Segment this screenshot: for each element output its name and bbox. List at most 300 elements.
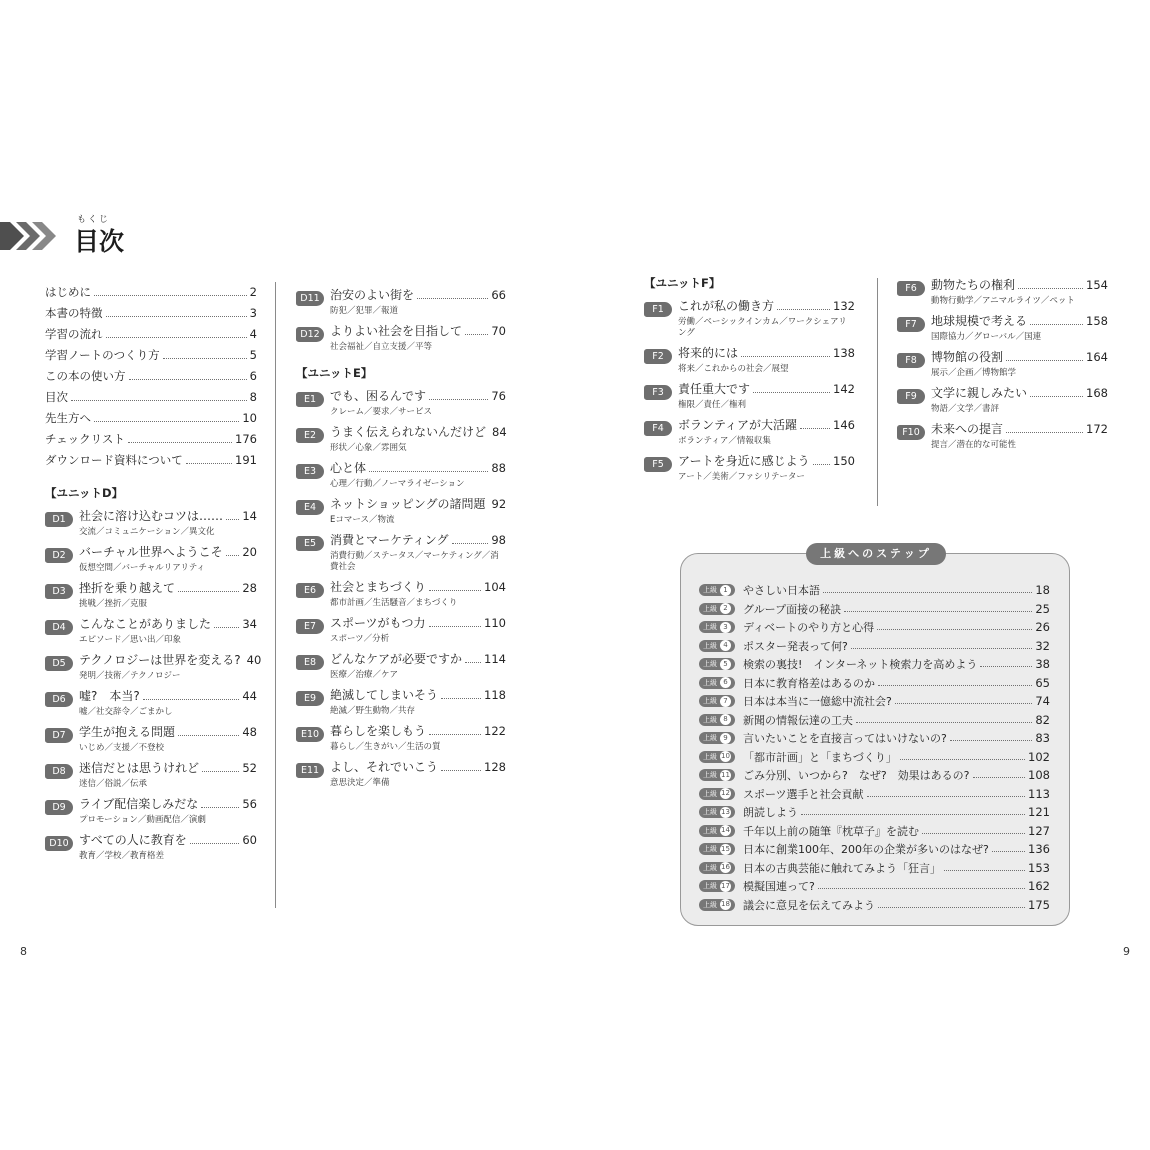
step-entry[interactable] <box>699 822 1050 841</box>
toc-entry[interactable] <box>45 723 257 754</box>
lesson-badge: F2 <box>644 349 672 364</box>
step-title: 朗読しよう <box>743 806 798 820</box>
entry-keywords: 絶滅／野生動物／共存 <box>330 706 416 716</box>
toc-entry[interactable] <box>45 284 257 305</box>
page-ref: 32 <box>1035 638 1050 653</box>
page-ref: 168 <box>1086 386 1108 400</box>
toc-entry[interactable] <box>45 305 257 326</box>
entry-title: 目次 <box>45 390 68 404</box>
dot-leader <box>201 800 239 808</box>
entry-title: 学習の流れ <box>45 327 103 341</box>
toc-entry[interactable] <box>45 347 257 368</box>
step-badge-label: 上級 <box>703 604 717 613</box>
entry-title: チェックリスト <box>45 432 125 446</box>
lesson-badge: F10 <box>897 425 925 440</box>
lesson-badge: F4 <box>644 421 672 436</box>
dot-leader <box>94 414 239 422</box>
page-ref: 65 <box>1035 675 1050 690</box>
lesson-badge: D11 <box>296 291 324 306</box>
step-title: 検索の裏技! インターネット検索力を高めよう <box>743 658 978 672</box>
entry-main <box>296 387 506 407</box>
page-number-right: 9 <box>1123 945 1130 958</box>
toc-entry[interactable] <box>897 276 1108 307</box>
step-number: 9 <box>720 733 731 744</box>
lesson-badge: D1 <box>45 512 73 527</box>
step-entry[interactable] <box>699 729 1050 748</box>
page-ref: 34 <box>242 617 257 631</box>
toc-entry[interactable] <box>45 410 257 431</box>
entry-main <box>296 322 506 342</box>
step-badge-label: 上級 <box>703 660 717 669</box>
step-badge-label: 上級 <box>703 697 717 706</box>
entry-keywords: 挑戦／挫折／克服 <box>79 599 148 609</box>
page-ref: 40 <box>246 653 262 667</box>
entry-keywords: 仮想空間／バーチャルリアリティ <box>79 563 206 573</box>
entry-title: これが私の働き方 <box>678 299 775 313</box>
dot-leader <box>186 456 232 464</box>
entry-keywords: 迷信／俗説／伝承 <box>79 779 148 789</box>
step-badge <box>699 714 735 726</box>
step-number: 4 <box>720 640 731 651</box>
step-title: ごみ分別、いつから? なぜ? 効果はあるの? <box>743 769 970 783</box>
dot-leader <box>163 351 247 359</box>
entry-title: 絶滅してしまいそう <box>330 688 439 702</box>
entry-title: よりよい社会を目指して <box>330 324 463 338</box>
step-badge <box>699 640 735 652</box>
step-entry[interactable] <box>699 618 1050 637</box>
entry-title: 心と体 <box>330 461 367 475</box>
toc-entry[interactable] <box>296 686 506 717</box>
page-ref: 122 <box>484 724 506 738</box>
lesson-badge: F8 <box>897 353 925 368</box>
entry-title: すべての人に教育を <box>79 833 187 847</box>
entry-title: 未来への提言 <box>931 422 1004 436</box>
step-badge <box>699 769 735 781</box>
lesson-badge: F9 <box>897 389 925 404</box>
toc-entry[interactable] <box>296 322 506 353</box>
step-entry[interactable] <box>699 600 1050 619</box>
page-number-left: 8 <box>20 945 27 958</box>
step-entry[interactable] <box>699 785 1050 804</box>
step-number: 1 <box>720 585 731 596</box>
page-ref: 70 <box>491 324 506 338</box>
page-ref: 127 <box>1028 823 1050 838</box>
page-ref: 154 <box>1086 278 1108 292</box>
step-badge-label: 上級 <box>703 789 717 798</box>
page-ref: 162 <box>1028 879 1050 894</box>
dot-leader <box>429 619 482 627</box>
lesson-badge: D8 <box>45 764 73 779</box>
step-badge-label: 上級 <box>703 586 717 595</box>
entry-keywords: 発明／技術／テクノロジー <box>79 671 181 681</box>
entry-title: はじめに <box>45 285 91 299</box>
page-ref: 158 <box>1086 314 1108 328</box>
dot-leader <box>741 349 830 357</box>
step-entry[interactable] <box>699 766 1050 785</box>
step-title: ディベートのやり方と心得 <box>743 621 875 635</box>
lesson-badge: E8 <box>296 655 324 670</box>
lesson-badge: D4 <box>45 620 73 635</box>
dot-leader <box>877 624 1032 630</box>
step-entry[interactable] <box>699 637 1050 656</box>
step-number: 17 <box>721 881 730 890</box>
dot-leader <box>950 735 1033 741</box>
lesson-badge: D9 <box>45 800 73 815</box>
dot-leader <box>900 754 1025 760</box>
lesson-badge: E1 <box>296 392 324 407</box>
step-badge-label: 上級 <box>703 845 717 854</box>
entry-main <box>45 687 257 707</box>
step-number: 2 <box>720 603 731 614</box>
dot-leader <box>429 583 481 591</box>
toc-entry[interactable] <box>45 507 257 538</box>
entry-keywords: 防犯／犯罪／報道 <box>330 306 399 316</box>
entry-main <box>897 384 1108 404</box>
toc-entry[interactable] <box>296 286 506 317</box>
lesson-badge: E7 <box>296 619 324 634</box>
step-title: グループ面接の秘訣 <box>743 602 842 616</box>
entry-title: 本書の特徴 <box>45 306 103 320</box>
step-entry[interactable] <box>699 692 1050 711</box>
toc-entry[interactable] <box>45 831 257 862</box>
page-ref: 82 <box>1035 712 1050 727</box>
step-badge-label: 上級 <box>703 771 717 780</box>
toc-entry[interactable] <box>45 389 257 410</box>
step-badge <box>699 584 735 596</box>
page-ref: 142 <box>833 382 855 396</box>
dot-leader <box>1018 281 1083 289</box>
entry-title: 社会とまちづくり <box>330 580 426 594</box>
page-ref: 88 <box>491 461 506 475</box>
step-title: ポスター発表って何? <box>743 639 848 653</box>
entry-main <box>644 416 855 436</box>
page-ref: 150 <box>833 454 855 468</box>
entry-main <box>45 795 257 815</box>
page-ref: 164 <box>1086 350 1108 364</box>
entry-keywords: プロモーション／動画配信／演劇 <box>79 815 206 825</box>
toc-entry[interactable] <box>296 578 506 609</box>
dot-leader <box>856 717 1032 723</box>
entry-keywords: 提言／潜在的な可能性 <box>931 440 1017 450</box>
step-badge-label: 上級 <box>703 900 717 909</box>
page-ref: 5 <box>249 348 257 362</box>
toc-entry[interactable] <box>296 614 506 645</box>
dot-leader <box>214 620 239 628</box>
dot-leader <box>226 512 239 520</box>
entry-main <box>897 276 1108 296</box>
entry-main <box>296 650 506 670</box>
dot-leader <box>178 584 239 592</box>
page-ref: 176 <box>235 432 257 446</box>
lesson-badge: D3 <box>45 584 73 599</box>
dot-leader <box>973 772 1026 778</box>
toc-entry[interactable] <box>45 795 257 826</box>
entry-keywords: 交流／コミュニケーション／異文化 <box>79 527 215 537</box>
dot-leader <box>878 902 1025 908</box>
page-ref: 104 <box>484 580 506 594</box>
page-title: 目次 <box>74 227 125 256</box>
lesson-badge: E9 <box>296 691 324 706</box>
step-number: 10 <box>721 752 730 761</box>
toc-entry[interactable] <box>296 531 506 573</box>
entry-main <box>296 286 506 306</box>
page-ref: 121 <box>1028 805 1050 820</box>
entry-main <box>644 452 855 472</box>
entry-title: 社会に溶け込むコツは…… <box>79 509 224 523</box>
dot-leader <box>417 291 488 299</box>
page-ref: 2 <box>249 285 257 299</box>
step-number: 15 <box>721 844 730 853</box>
dot-leader <box>71 393 247 401</box>
entry-keywords: ボランティア／情報収集 <box>678 436 771 446</box>
step-title: 日本の古典芸能に触れてみよう「狂言」 <box>743 861 941 875</box>
step-number: 7 <box>720 696 731 707</box>
step-entry[interactable] <box>699 859 1050 878</box>
step-title: 日本に創業100年、200年の企業が多いのはなぜ? <box>743 843 989 857</box>
step-badge <box>699 880 735 892</box>
entry-keywords: 動物行動学／アニマルライツ／ペット <box>931 296 1075 306</box>
entry-title: アートを身近に感じよう <box>678 454 810 468</box>
entry-keywords: 医療／治療／ケア <box>330 670 399 680</box>
step-badge <box>699 788 735 800</box>
entry-title: 消費とマーケティング <box>330 533 449 547</box>
dot-leader <box>202 764 239 772</box>
step-number: 16 <box>721 863 730 872</box>
toc-entry[interactable] <box>45 651 262 682</box>
entry-main <box>296 758 506 778</box>
page-ref: 8 <box>249 390 257 404</box>
entry-main <box>644 344 855 364</box>
toc-entry[interactable] <box>45 759 257 790</box>
step-badge <box>699 825 735 837</box>
step-entry[interactable] <box>699 711 1050 730</box>
entry-title: よし、それでいこう <box>330 760 439 774</box>
entry-keywords: 権限／責任／権利 <box>678 400 747 410</box>
toc-entry[interactable] <box>897 312 1108 343</box>
page-ref: 172 <box>1086 422 1108 436</box>
step-badge <box>699 658 735 670</box>
toc-title-block <box>0 212 260 260</box>
step-number: 14 <box>721 826 730 835</box>
entry-main <box>45 651 262 671</box>
toc-entry[interactable] <box>897 384 1108 415</box>
entry-title: ダウンロード資料について <box>45 453 183 467</box>
entry-keywords: 意思決定／準備 <box>330 778 390 788</box>
toc-entry[interactable] <box>644 380 855 411</box>
entry-title: テクノロジーは世界を変える? <box>79 653 241 667</box>
dot-leader <box>867 791 1025 797</box>
lesson-badge: F3 <box>644 385 672 400</box>
step-title: 日本は本当に一億総中流社会? <box>743 695 892 709</box>
lesson-badge: D7 <box>45 728 73 743</box>
entry-main <box>296 495 506 515</box>
lesson-badge: E4 <box>296 500 324 515</box>
step-entry[interactable] <box>699 896 1050 915</box>
entry-keywords: いじめ／支援／不登校 <box>79 743 165 753</box>
page-ref: 3 <box>249 306 257 320</box>
step-number: 3 <box>720 622 731 633</box>
entry-title: こんなことがありました <box>79 617 212 631</box>
entry-title: 嘘? 本当? <box>79 689 140 703</box>
lesson-badge: E3 <box>296 464 324 479</box>
toc-entry[interactable] <box>296 495 506 526</box>
column-divider <box>275 282 276 908</box>
page-ref: 108 <box>1028 768 1050 783</box>
step-number: 6 <box>720 677 731 688</box>
step-badge-label: 上級 <box>703 734 717 743</box>
step-entry[interactable] <box>699 877 1050 896</box>
entry-keywords: 展示／企画／博物館学 <box>931 368 1017 378</box>
entry-main <box>644 380 855 400</box>
toc-entry[interactable] <box>644 452 855 483</box>
entry-main <box>45 579 257 599</box>
lesson-badge: E11 <box>296 763 324 778</box>
page-ref: 4 <box>249 327 257 341</box>
column-divider <box>877 278 878 506</box>
dot-leader <box>1006 425 1083 433</box>
entry-main <box>296 578 506 598</box>
entry-keywords: スポーツ／分析 <box>330 634 390 644</box>
toc-entry[interactable] <box>296 650 506 681</box>
page-ref: 48 <box>242 725 257 739</box>
title-ruby: もくじ <box>77 215 111 225</box>
step-badge <box>699 677 735 689</box>
dot-leader <box>1030 389 1083 397</box>
page-ref: 28 <box>242 581 257 595</box>
entry-keywords: アート／美術／ファシリテーター <box>678 472 805 482</box>
toc-entry[interactable] <box>296 722 506 753</box>
entry-title: 地球規模で考える <box>931 314 1028 328</box>
step-number: 8 <box>720 714 731 725</box>
toc-entry[interactable] <box>45 543 257 574</box>
entry-title: 学生が抱える問題 <box>79 725 176 739</box>
entry-keywords: エピソード／思い出／印象 <box>79 635 182 645</box>
dot-leader <box>823 587 1032 593</box>
entry-main <box>45 723 257 743</box>
step-badge-label: 上級 <box>703 808 717 817</box>
toc-entry[interactable] <box>296 387 506 418</box>
toc-entry[interactable] <box>45 431 257 452</box>
toc-entry[interactable] <box>45 579 257 610</box>
step-badge <box>699 806 735 818</box>
page-ref: 113 <box>1028 786 1050 801</box>
entry-keywords: 嘘／社交辞令／ごまかし <box>79 707 173 717</box>
dot-leader <box>452 536 489 544</box>
entry-title: うまく伝えられないんだけど <box>330 425 487 439</box>
step-number: 5 <box>720 659 731 670</box>
dot-leader <box>851 643 1033 649</box>
entry-keywords: 将来／これからの社会／展望 <box>678 364 789 374</box>
dot-leader <box>800 421 830 429</box>
entry-title: 暮らしを楽しもう <box>330 724 427 738</box>
entry-title: 先生方へ <box>45 411 91 425</box>
toc-entry[interactable] <box>45 326 257 347</box>
dot-leader <box>895 698 1033 704</box>
entry-main <box>45 507 257 527</box>
toc-entry[interactable] <box>644 344 855 375</box>
lesson-badge: F7 <box>897 317 925 332</box>
toc-entry[interactable] <box>644 416 855 447</box>
step-badge-label: 上級 <box>703 641 717 650</box>
entry-title: 学習ノートのつくり方 <box>45 348 160 362</box>
toc-entry[interactable] <box>45 368 257 389</box>
page-ref: 138 <box>833 346 855 360</box>
step-entry[interactable] <box>699 655 1050 674</box>
step-number: 13 <box>721 807 730 816</box>
toc-entry[interactable] <box>296 758 506 789</box>
page-ref: 84 <box>492 425 507 439</box>
advanced-steps-list <box>699 581 1050 914</box>
unit-heading: 【ユニットD】 <box>45 486 124 500</box>
entry-keywords: 物語／文学／書評 <box>931 404 1000 414</box>
step-badge-label: 上級 <box>703 882 717 891</box>
page-ref: 175 <box>1028 897 1050 912</box>
page-ref: 60 <box>242 833 257 847</box>
step-entry[interactable] <box>699 803 1050 822</box>
toc-column-3 <box>644 275 855 488</box>
entry-title: 責任重大です <box>678 382 751 396</box>
entry-title: 文学に親しみたい <box>931 386 1028 400</box>
dot-leader <box>143 692 240 700</box>
page-ref: 18 <box>1035 583 1050 598</box>
toc-entry[interactable] <box>644 297 855 339</box>
step-entry[interactable] <box>699 674 1050 693</box>
entry-main <box>644 297 855 317</box>
lesson-badge: D10 <box>45 836 73 851</box>
page-ref: 146 <box>833 418 855 432</box>
entry-title: ボランティアが大活躍 <box>678 418 798 432</box>
entry-main <box>296 722 506 742</box>
entry-main <box>296 459 506 479</box>
entry-keywords: 労働／ベーシックインカム／ワークシェアリング <box>678 317 847 338</box>
page-ref: 132 <box>833 299 855 313</box>
page-ref: 26 <box>1035 620 1050 635</box>
toc-entry[interactable] <box>45 452 257 473</box>
step-title: 千年以上前の随筆『枕草子』を読む <box>743 824 919 838</box>
toc-entry[interactable] <box>45 687 257 718</box>
step-entry[interactable] <box>699 840 1050 859</box>
page-ref: 98 <box>491 533 506 547</box>
step-entry[interactable] <box>699 581 1050 600</box>
lesson-badge: F1 <box>644 302 672 317</box>
toc-entry[interactable] <box>296 459 506 490</box>
toc-entry[interactable] <box>45 615 257 646</box>
dot-leader <box>1030 317 1083 325</box>
step-badge <box>699 732 735 744</box>
toc-entry[interactable] <box>897 420 1108 451</box>
toc-column-1 <box>45 284 262 867</box>
dot-leader <box>801 809 1025 815</box>
dot-leader <box>106 309 247 317</box>
step-entry[interactable] <box>699 748 1050 767</box>
step-number: 18 <box>721 900 730 909</box>
dot-leader <box>992 846 1025 852</box>
entry-title: でも、困るんです <box>330 389 427 403</box>
unit-heading: 【ユニットF】 <box>644 276 721 290</box>
entry-keywords: 社会福祉／自立支援／平等 <box>330 342 433 352</box>
toc-column-4 <box>897 276 1108 456</box>
step-title: 新聞の情報伝達の工夫 <box>743 713 853 727</box>
step-badge-label: 上級 <box>703 715 717 724</box>
toc-entry[interactable] <box>296 423 506 454</box>
step-badge <box>699 621 735 633</box>
entry-title: この本の使い方 <box>45 369 126 383</box>
page-ref: 14 <box>242 509 257 523</box>
entry-keywords: 都市計画／生活騒音／まちづくり <box>330 598 458 608</box>
step-badge <box>699 695 735 707</box>
toc-entry[interactable] <box>897 348 1108 379</box>
page-ref: 76 <box>491 389 506 403</box>
